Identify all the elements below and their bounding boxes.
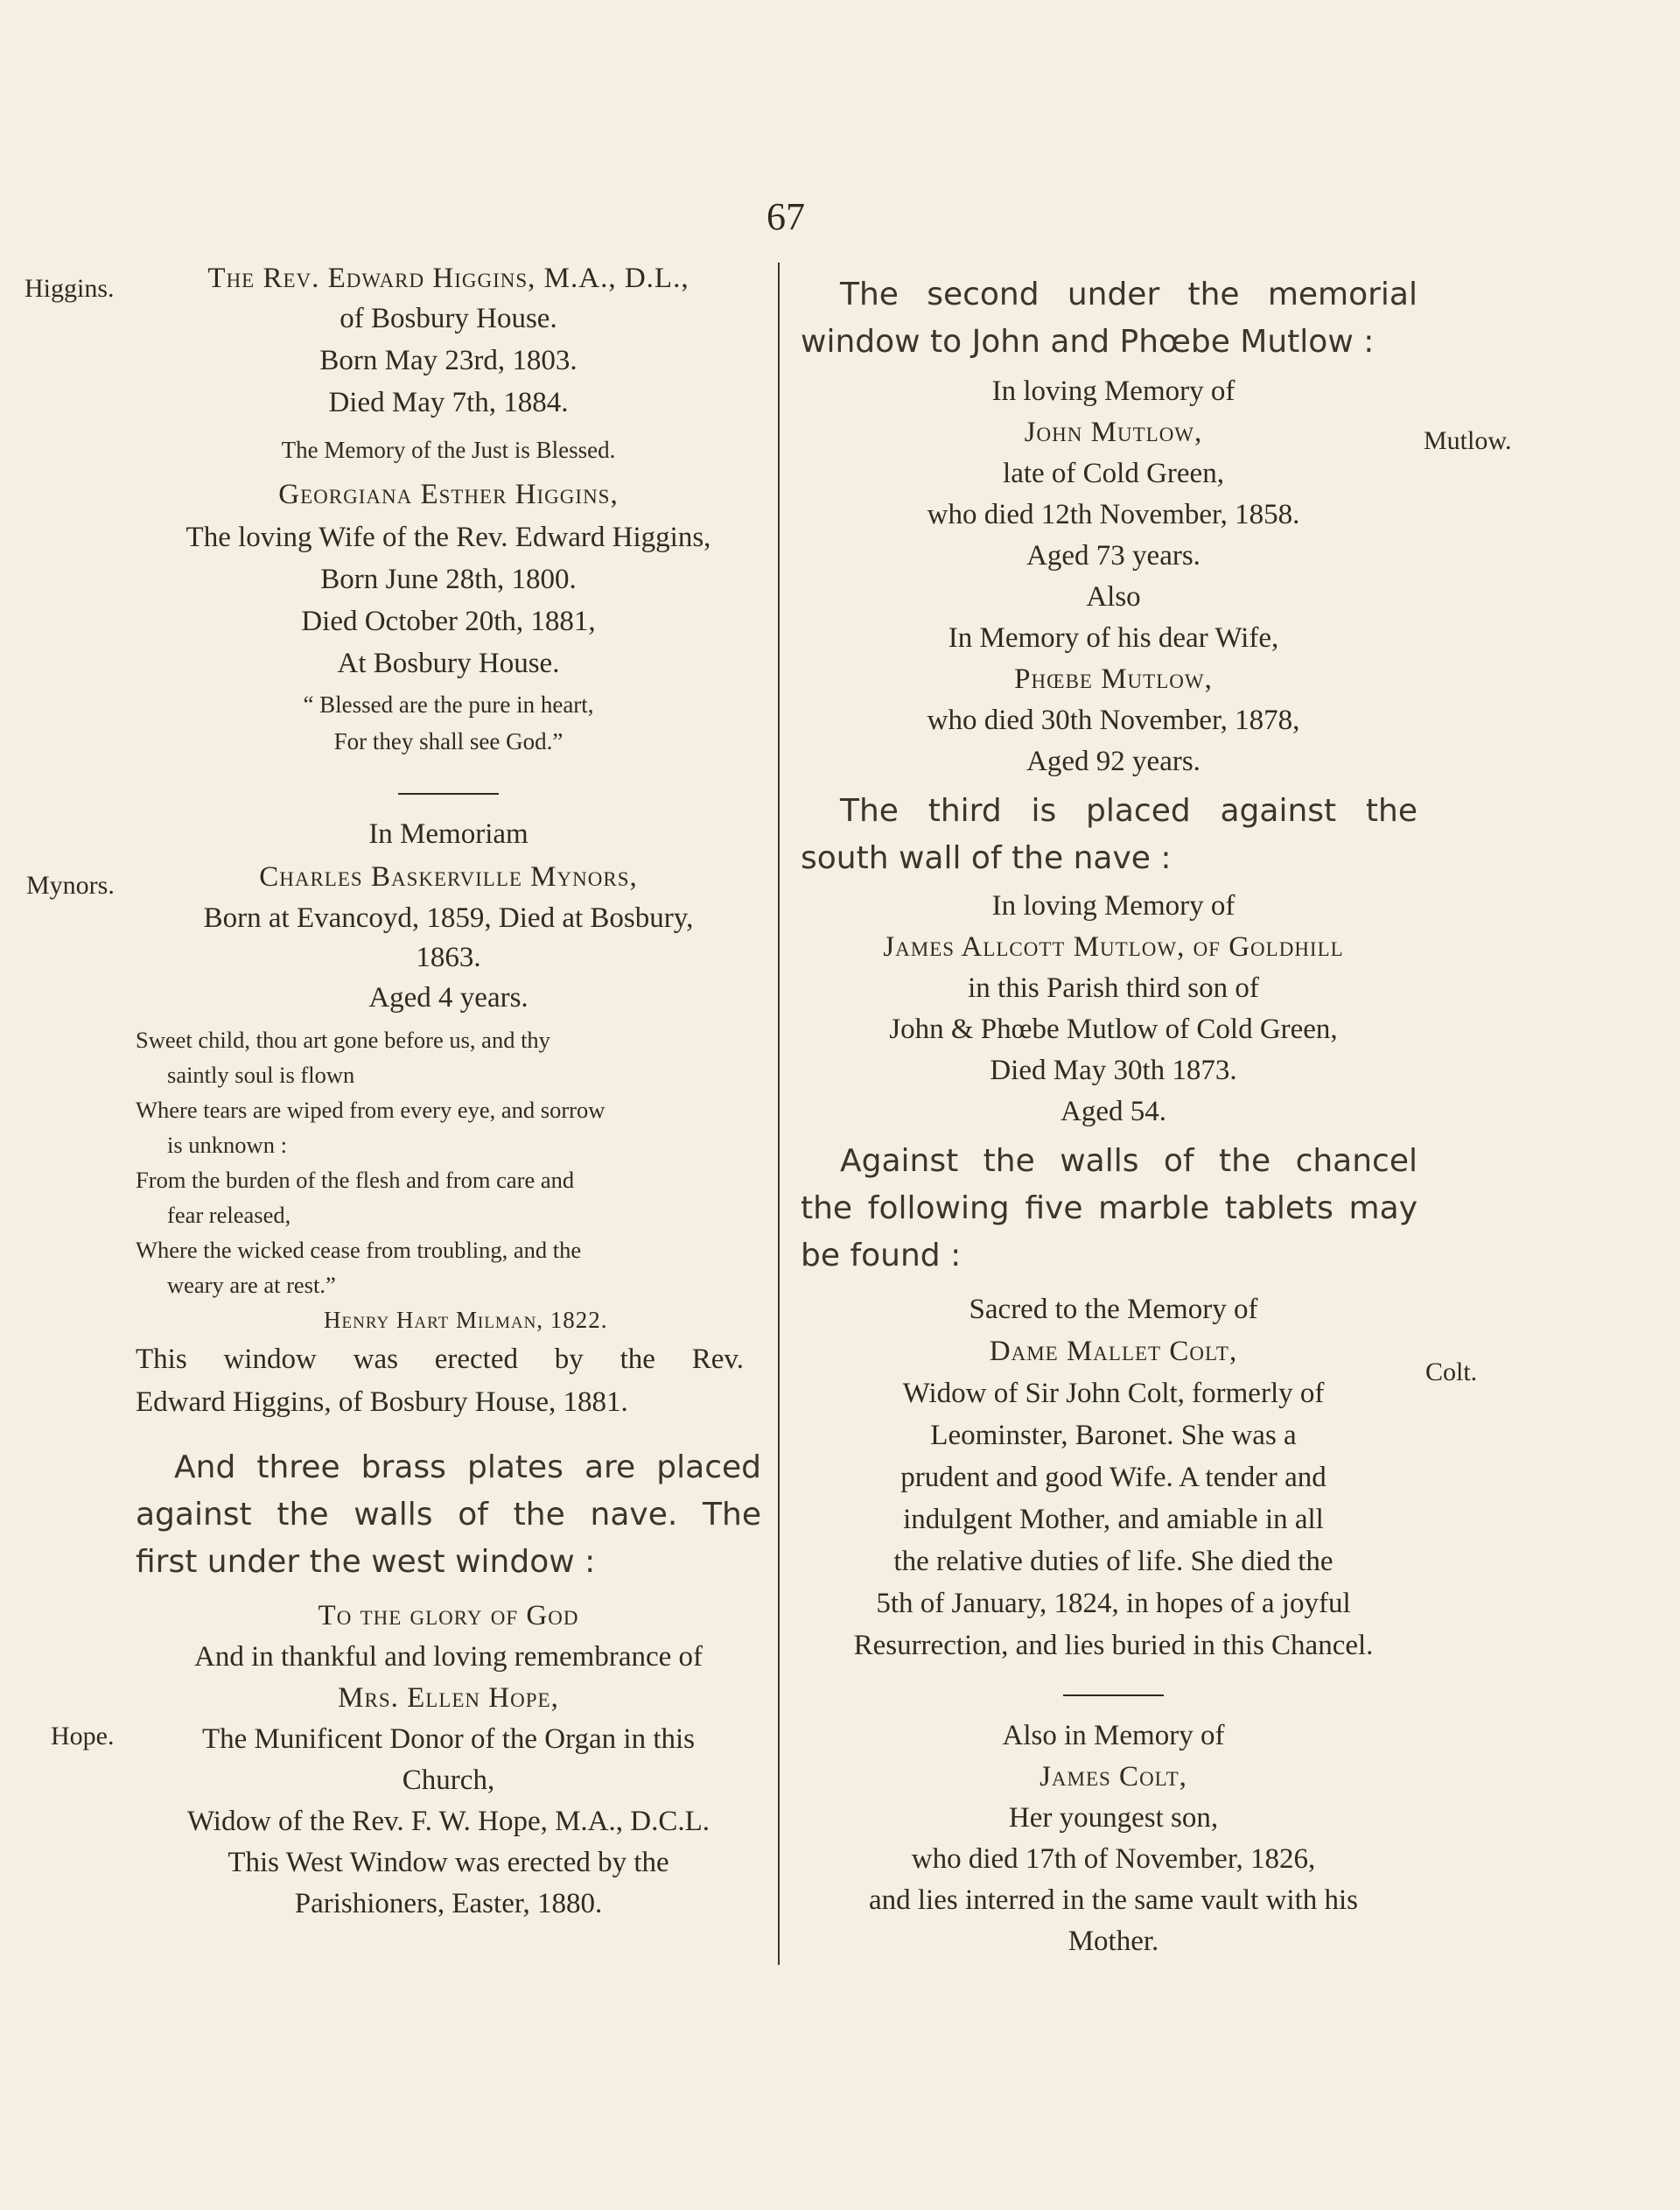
inscription-line: Leominster, Baronet. She was a — [930, 1420, 1297, 1451]
hope-block — [136, 1595, 761, 1925]
quote-line: “ Blessed are the pure in heart, — [303, 691, 594, 718]
inscription-line: Parishioners, Easter, 1880. — [294, 1888, 603, 1919]
inscription-line: In loving Memory of — [991, 375, 1236, 407]
inscription-line: in this Parish third son of — [968, 972, 1259, 1004]
poem-attribution: Henry Hart Milman, 1822. — [324, 1307, 608, 1333]
inscription-line: Charles Baskerville Mynors, — [259, 861, 638, 893]
heading-line: window to John and Phœbe Mutlow : — [801, 324, 1375, 360]
heading-line: The third is placed against the — [840, 793, 1418, 829]
inscription-line: In loving Memory of — [991, 890, 1236, 922]
window-note-line: This window was erected by the Rev. — [136, 1344, 744, 1375]
poem-line: From the burden of the flesh and from care and — [136, 1167, 575, 1193]
chancel-intro — [801, 1138, 1426, 1280]
inscription-line: Phœbe Mutlow, — [1014, 663, 1213, 695]
margin-note-higgins: Higgins. — [24, 274, 115, 303]
inscription-line: and lies interred in the same vault with his — [868, 1884, 1359, 1916]
window-note-line: Edward Higgins, of Bosbury House, 1881. — [136, 1386, 628, 1418]
poem-line: Sweet child, thou art gone before us, and thy — [136, 1027, 550, 1053]
inscription-line: who died 12th November, 1858. — [927, 499, 1300, 530]
inscription-line: At Bosbury House. — [337, 648, 560, 679]
right-column — [801, 271, 1426, 1962]
inscription-line: James Allcott Mutlow, of Goldhill — [883, 931, 1344, 963]
left-column — [136, 259, 761, 1925]
higgins-edward-block — [136, 259, 761, 424]
inscription-line: In Memory of his dear Wife, — [948, 622, 1279, 654]
margin-note-hope: Hope. — [51, 1722, 115, 1750]
heading-line: first under the west window : — [136, 1544, 596, 1580]
section-rule — [398, 793, 499, 795]
inscription-line: Dame Mallet Colt, — [989, 1336, 1238, 1367]
inscription-line: To the glory of God — [318, 1600, 579, 1631]
inscription-line: who died 30th November, 1878, — [927, 705, 1300, 736]
inscription-line: Aged 92 years. — [1026, 746, 1200, 777]
quote-line: For they shall see God.” — [333, 728, 564, 754]
heading-line: And three brass plates are placed — [174, 1449, 761, 1485]
inscription-line: James Colt, — [1040, 1761, 1187, 1793]
inscription-line: Died October 20th, 1881, — [301, 606, 596, 637]
poem-line: fear released, — [167, 1202, 291, 1228]
poem-line: saintly soul is flown — [167, 1062, 355, 1088]
heading-line: south wall of the nave : — [801, 840, 1172, 876]
inscription-line: Sacred to the Memory of — [969, 1294, 1258, 1325]
mutlow-block — [801, 371, 1426, 782]
heading-line: against the walls of the nave. The — [136, 1497, 761, 1533]
heading-line: the following five marble tablets may — [801, 1190, 1418, 1226]
inscription-line: 1863. — [416, 942, 481, 973]
memory-of-the-just: The Memory of the Just is Blessed. — [281, 437, 616, 463]
column-divider — [778, 263, 780, 1965]
inscription-line: This West Window was erected by the — [228, 1847, 669, 1878]
inscription-line: The Munificent Donor of the Organ in this — [201, 1723, 696, 1755]
poem-line: Where the wicked cease from troubling, and the — [136, 1237, 582, 1263]
colt-block — [801, 1288, 1426, 1666]
inscription-line: Born June 28th, 1800. — [320, 564, 577, 595]
inscription-line: indulgent Mother, and amiable in all — [903, 1504, 1324, 1535]
brass-plates-intro — [136, 1444, 761, 1586]
inscription-line: Mother. — [1068, 1926, 1159, 1957]
third-plate-intro — [801, 788, 1426, 882]
inscription-line: Church, — [402, 1764, 495, 1796]
poem — [136, 1022, 748, 1302]
inscription-line: prudent and good Wife. A tender and — [900, 1462, 1326, 1493]
inscription-line: Born at Evancoyd, 1859, Died at Bosbury, — [203, 902, 694, 934]
heading-line: The second under the memorial — [840, 277, 1418, 312]
inscription-line: of Bosbury House. — [340, 303, 557, 334]
inscription-line: Her youngest son, — [1008, 1802, 1219, 1834]
poem-line: is unknown : — [167, 1132, 287, 1158]
blessed-quote — [136, 686, 761, 760]
poem-line: Where tears are wiped from every eye, and sorrow — [136, 1097, 606, 1123]
inscription-line: John & Phœbe Mutlow of Cold Green, — [889, 1014, 1338, 1045]
margin-note-colt: Colt. — [1425, 1358, 1478, 1386]
inscription-line: the relative duties of life. She died the — [893, 1546, 1334, 1577]
inscription-line: Aged 4 years. — [368, 982, 528, 1014]
second-plate-intro — [801, 271, 1426, 366]
inscription-line: late of Cold Green, — [1003, 458, 1224, 489]
page-number: 67 — [766, 195, 805, 238]
mynors-block — [136, 812, 761, 1423]
james-colt-block — [801, 1715, 1426, 1962]
inscription-line: Died May 30th 1873. — [990, 1055, 1237, 1086]
inscription-line: Widow of the Rev. F. W. Hope, M.A., D.C.L. — [186, 1806, 710, 1837]
heading-line: Against the walls of the chancel — [840, 1143, 1418, 1179]
section-rule — [1063, 1694, 1164, 1696]
heading-line: be found : — [801, 1238, 962, 1273]
higgins-georgiana-block — [136, 473, 761, 684]
margin-note-mutlow: Mutlow. — [1424, 426, 1512, 455]
inscription-line: 5th of January, 1824, in hopes of a joyful — [876, 1588, 1351, 1619]
inscription-line: The Rev. Edward Higgins, M.A., D.L., — [207, 263, 690, 294]
james-mutlow-block — [801, 886, 1426, 1133]
poem-line: weary are at rest.” — [167, 1272, 336, 1298]
inscription-line: who died 17th of November, 1826, — [911, 1843, 1316, 1875]
inscription-line: Born May 23rd, 1803. — [319, 345, 578, 376]
inscription-line: John Mutlow, — [1024, 417, 1203, 448]
inscription-line: Resurrection, and lies buried in this Chancel. — [853, 1630, 1374, 1661]
inscription-line: Also — [1086, 581, 1141, 613]
inscription-line: Aged 73 years. — [1026, 540, 1200, 572]
inscription-line: Widow of Sir John Colt, formerly of — [902, 1378, 1325, 1409]
inscription-line: Also in Memory of — [1002, 1720, 1225, 1751]
inscription-line: The loving Wife of the Rev. Edward Higgins, — [186, 522, 711, 553]
inscription-line: Georgiana Esther Higgins, — [278, 479, 619, 510]
inscription-line: Mrs. Ellen Hope, — [338, 1682, 559, 1714]
inscription-line: Aged 54. — [1060, 1096, 1166, 1127]
inscription-line: Died May 7th, 1884. — [328, 387, 569, 418]
margin-note-mynors: Mynors. — [26, 871, 115, 900]
in-memoriam: In Memoriam — [368, 818, 528, 850]
inscription-line: And in thankful and loving remembrance of — [194, 1641, 703, 1673]
